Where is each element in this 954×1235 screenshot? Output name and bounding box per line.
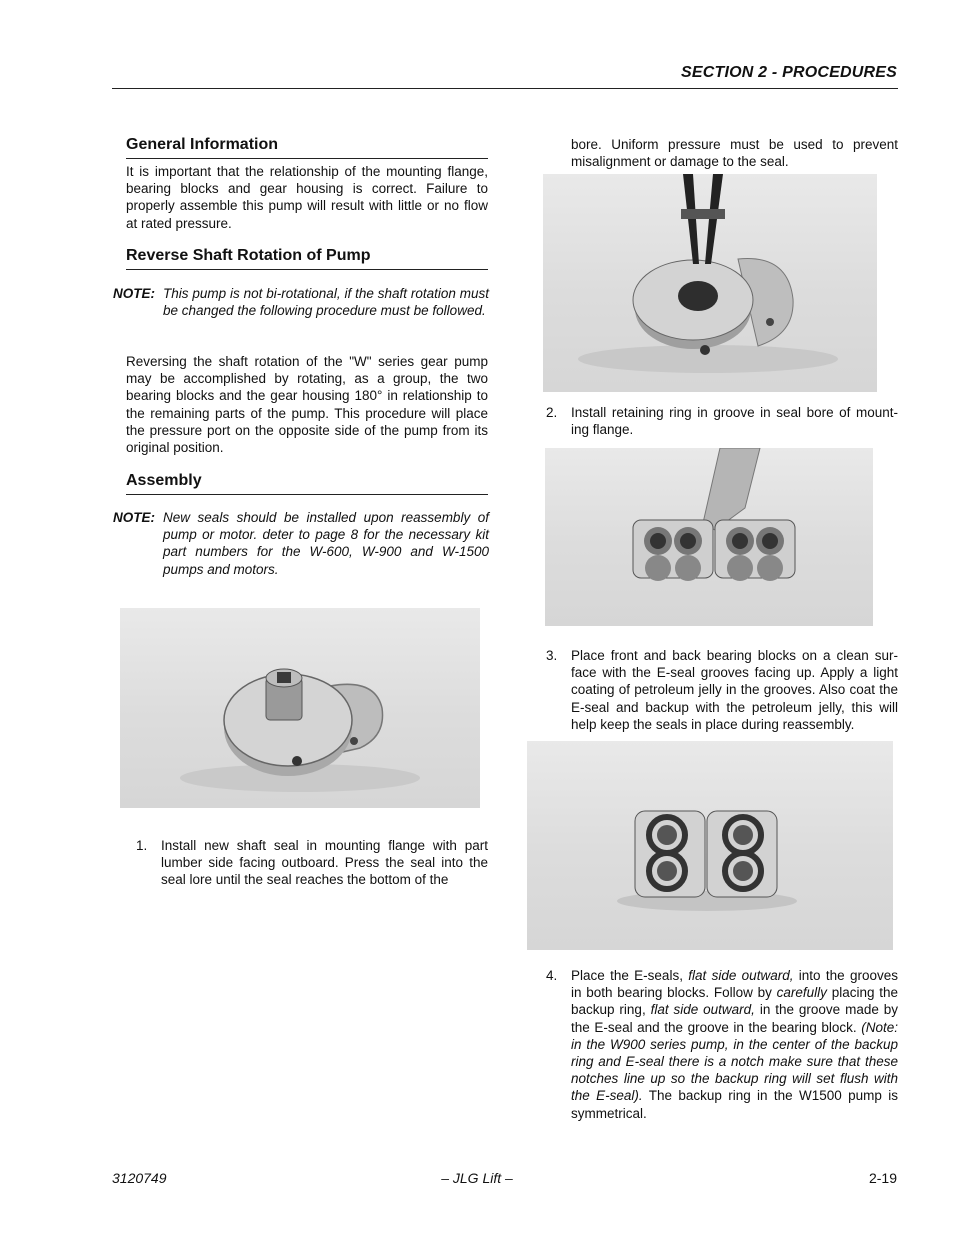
reverse-note: [113, 285, 489, 337]
step-text-emphasis: (Note: in the W900 series pump, in the center of the backup ring and E-seal there is a notch make sure that these notches line up so the backup ring will set flush with the E-seal).: [571, 1019, 898, 1104]
step-3: [546, 647, 898, 733]
mounting-flange-photo: [120, 608, 480, 808]
step-1: [136, 837, 488, 897]
step-number: 4.: [546, 968, 558, 983]
page-number: 2-19: [868, 1170, 897, 1186]
step-2: [546, 404, 898, 440]
step-text-part: Place the E-seals,: [571, 968, 689, 983]
step-text: Install new shaft seal in mounting flange with part lumber side facing outboard. Press the seal into the seal lore until the seal reaches the bottom of the: [161, 838, 488, 888]
retaining-ring-photo: [543, 174, 877, 392]
heading-rule: [126, 269, 488, 270]
note-label: NOTE:: [113, 286, 155, 301]
step-text-emphasis: flat side outward,: [650, 1002, 755, 1018]
reverse-shaft-text: Reversing the shaft rotation of the "W" series gear pump may be accomplished by rotating, as a group, the two bearing blocks and the gear housing 180° in relationship to the remaining parts of the pump. This procedure will place the pressure port on the opposite side of the pump from its original position.: [126, 354, 488, 456]
step-number: 1.: [136, 838, 148, 853]
step-text: Place front and back bearing blocks on a clean sur-face with the E-seal grooves facing up. Apply a light coating of petroleum jelly in the grooves. Also coat the E-seal and backup with the petroleum jelly, this will help keep the seals in place during reassembly.: [571, 648, 898, 732]
step-number: 3.: [546, 648, 558, 663]
step-text-part: in the groove made by the E-seal and the groove in the bearing block.: [571, 1002, 898, 1035]
step-text-part: The backup ring in the W1500 pump is symmetrical.: [571, 1088, 898, 1121]
assembly-heading: Assembly: [126, 472, 202, 489]
note-text: This pump is not bi-rotational, if the shaft rotation must be changed the following procedure must be followed.: [163, 286, 489, 319]
step-text-part: placing the backup ring,: [571, 985, 898, 1018]
section-title: SECTION 2 - PROCEDURES: [681, 64, 897, 81]
assembly-note: [113, 509, 489, 579]
note-label: NOTE:: [113, 510, 155, 525]
footer-center: – JLG Lift –: [441, 1170, 513, 1186]
step-text: [571, 967, 898, 1122]
bearing-blocks-photo: [545, 448, 873, 626]
general-information-heading: General Information: [126, 136, 279, 153]
step-1-continued: bore. Uniform pressure must be used to prevent misalignment or damage to the seal.: [571, 137, 898, 170]
general-information-text: It is important that the relationship of the mounting flange, bearing blocks and gear housing is correct. Failure to properly assemble this pump will result with little or no flow at rated pressure.: [126, 164, 488, 231]
step-text-emphasis: carefully: [776, 985, 827, 1001]
step-text-part: into the grooves in both bearing blocks. Follow by: [571, 968, 898, 1001]
step-text-emphasis: flat side outward,: [688, 968, 794, 983]
reverse-shaft-heading: Reverse Shaft Rotation of Pump: [126, 247, 371, 264]
step-text: Install retaining ring in groove in seal bore of mount-ing flange.: [571, 405, 898, 438]
header-divider: [112, 88, 898, 89]
heading-rule: [126, 158, 488, 159]
step-4: [546, 967, 898, 1123]
note-text: New seals should be installed upon reassembly of pump or motor. deter to page 8 for the necessary kit part numbers for the W-600, W-900 and W-1500 pumps and motors.: [163, 510, 489, 577]
heading-rule: [126, 494, 488, 495]
document-number: 3120749: [112, 1170, 167, 1186]
step-number: 2.: [546, 405, 558, 420]
e-seal-blocks-photo: [527, 741, 893, 950]
